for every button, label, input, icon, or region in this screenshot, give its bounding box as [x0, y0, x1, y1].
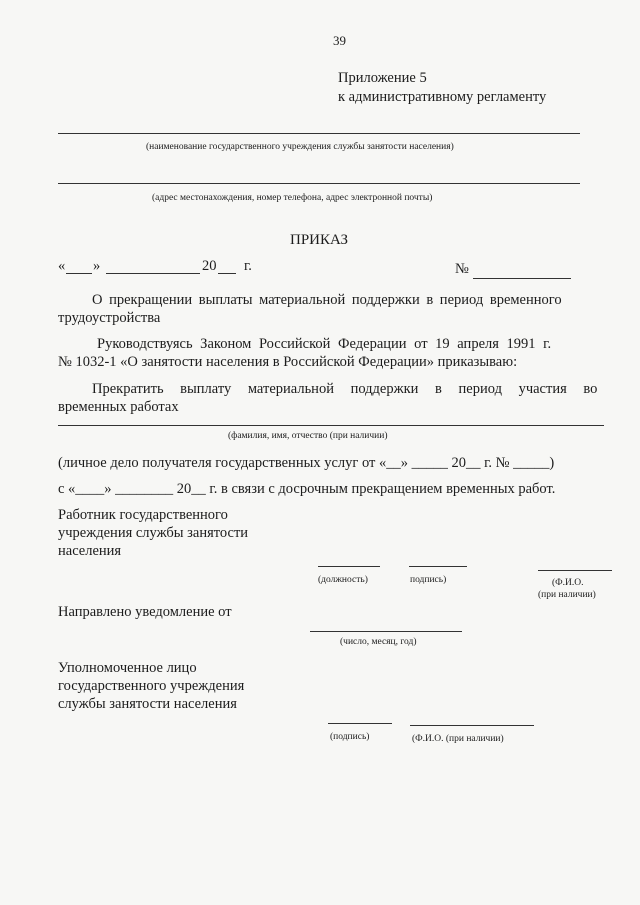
notice-label: Направлено уведомление от: [58, 604, 232, 620]
signature-caption: подпись): [410, 575, 447, 585]
authorized-label-line1: Уполномоченное лицо: [58, 660, 197, 676]
employee-fio-caption-line2: (при наличии): [538, 590, 596, 600]
employee-label-line1: Работник государственного: [58, 507, 228, 523]
appendix-title: Приложение 5: [338, 70, 427, 86]
employee-label-line2: учреждения службы занятости: [58, 525, 249, 541]
order-number-sign: №: [455, 261, 469, 277]
employee-label-line3: населения: [58, 543, 122, 559]
address-line: [58, 183, 580, 184]
auth-signature-caption: (подпись): [330, 732, 370, 742]
order-title: ПРИКАЗ: [290, 232, 348, 248]
order-basis-line2: № 1032-1 «О занятости населения в Российской Федерации» приказываю:: [58, 354, 518, 370]
date-open-quote: «: [58, 258, 66, 274]
order-subject-line1: О прекращении выплаты материальной поддержки в период временного: [92, 292, 562, 308]
authorized-label-line3: службы занятости населения: [58, 696, 237, 712]
auth-fio-caption: (Ф.И.О. (при наличии): [412, 734, 504, 744]
address-caption: (адрес местонахождения, номер телефона, адрес электронной почты): [152, 193, 433, 203]
order-subject-line2: трудоустройства: [58, 310, 161, 326]
order-decision-line1: Прекратить выплату материальной поддержки в период участия во: [92, 381, 598, 397]
appendix-subtitle: к административному регламенту: [338, 89, 547, 105]
authorized-label-line2: государственного учреждения: [58, 678, 245, 694]
date-suffix: г.: [244, 258, 252, 274]
date-close-quote: »: [93, 258, 101, 274]
termination-date-line: с «____» ________ 20__ г. в связи с досрочным прекращением временных работ.: [58, 481, 556, 497]
date-year-line: [218, 273, 236, 274]
date-day-line: [66, 273, 92, 274]
date-year: 20: [202, 258, 217, 274]
order-decision-line2: временных работах: [58, 399, 179, 415]
notice-date-caption: (число, месяц, год): [340, 637, 417, 647]
page-number: 39: [333, 33, 346, 48]
auth-signature-line: [328, 723, 392, 724]
personal-file-line: (личное дело получателя государственных услуг от «__» _____ 20__ г. № _____): [58, 455, 555, 471]
employee-fio-caption-line1: (Ф.И.О.: [552, 578, 584, 588]
institution-name-caption: (наименование государственного учреждения службы занятости населения): [146, 142, 454, 152]
date-month-line: [106, 273, 200, 274]
signature-line: [409, 566, 467, 567]
order-number-line: [473, 278, 571, 279]
order-basis-line1: Руководствуясь Законом Российской Федерации от 19 апреля 1991 г.: [97, 336, 552, 352]
institution-name-line: [58, 133, 580, 134]
employee-fio-line: [538, 570, 612, 571]
fio-caption: (фамилия, имя, отчество (при наличии): [228, 431, 388, 441]
position-caption: (должность): [318, 575, 368, 585]
position-line: [318, 566, 380, 567]
fio-line: [58, 425, 604, 426]
auth-fio-line: [410, 725, 534, 726]
notice-date-line: [310, 631, 462, 632]
